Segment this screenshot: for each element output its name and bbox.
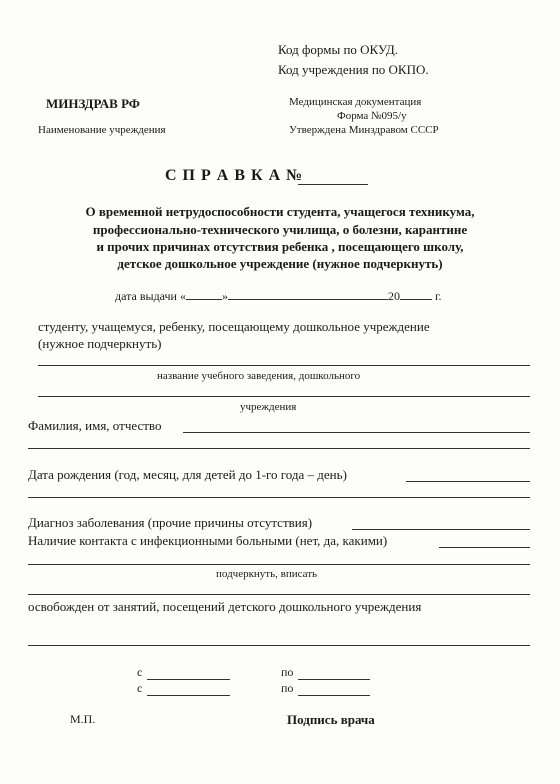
form-number: Форма №095/у [337,110,407,122]
student-label-line-1: студенту, учащемуся, ребенку, посещающему дошкольное учреждение [38,319,430,334]
contact-field-line-2[interactable] [28,564,530,565]
okpo-code-label: Код учреждения по ОКПО. [278,62,429,77]
issue-month-field[interactable] [228,287,388,300]
period-to-1-field[interactable] [298,679,370,680]
subtitle-line-3: и прочих причинах отсутствия ребенка , посещающего школу, [96,239,464,254]
institution-caption-1: название учебного заведения, дошкольного [157,370,361,382]
stamp-label: М.П. [70,712,96,726]
diagnosis-label: Диагноз заболевания (прочие причины отсутствия) [28,515,313,530]
institution-name-label: Наименование учреждения [38,124,166,136]
issue-year-field[interactable] [400,287,432,300]
period-from-1-label: с [137,665,143,679]
fio-label: Фамилия, имя, отчество [28,418,162,433]
birth-date-field[interactable] [406,481,530,482]
period-from-1-field[interactable] [147,679,230,680]
period-to-2-field[interactable] [298,695,370,696]
student-name-field[interactable] [38,365,530,366]
med-doc-label: Медицинская документация [289,96,422,108]
contact-field-line-3[interactable] [28,594,530,595]
issue-day-field[interactable] [186,287,222,300]
page-title: С П Р А В К А № [165,167,304,184]
institution-field[interactable] [38,396,530,397]
subtitle-line-2: профессионально-технического училища, о болезни, карантине [92,222,468,237]
issue-date-quote: » [221,289,228,303]
issue-year-prefix: 20 [387,289,400,303]
subtitle-line-1: О временной нетрудоспособности студента, учащегося техникума, [85,204,475,219]
fio-field-line-2[interactable] [28,448,530,449]
diagnosis-field[interactable] [352,529,530,530]
period-to-2-label: по [281,681,294,695]
contact-label: Наличие контакта с инфекционными больными (нет, да, какими) [28,533,388,548]
certificate-number-field[interactable] [298,184,368,185]
fio-field[interactable] [183,432,530,433]
ministry-name: МИНЗДРАВ РФ [46,96,140,111]
contact-field[interactable] [439,547,530,548]
released-label: освобожден от занятий, посещений детского дошкольного учреждения [28,599,422,614]
doctor-signature-label: Подпись врача [287,712,375,727]
institution-caption-2: учреждения [240,401,297,413]
student-label-line-2: (нужное подчеркнуть) [38,336,162,351]
birth-date-field-line-2[interactable] [28,497,530,498]
period-to-1-label: по [281,665,294,679]
contact-caption: подчеркнуть, вписать [216,568,318,580]
issue-date-label [115,287,442,304]
period-from-2-label: с [137,681,143,695]
subtitle-line-4: детское дошкольное учреждение (нужное подчеркнуть) [117,256,443,271]
period-from-2-field[interactable] [147,695,230,696]
released-field[interactable] [28,645,530,646]
approval-label: Утверждена Минздравом СССР [289,124,439,136]
issue-date-prefix: дата выдачи « [115,289,186,303]
birth-date-label: Дата рождения (год, месяц, для детей до 1-го года – день) [28,467,347,482]
okud-code-label: Код формы по ОКУД. [278,42,398,57]
issue-year-suffix: г. [434,289,442,303]
